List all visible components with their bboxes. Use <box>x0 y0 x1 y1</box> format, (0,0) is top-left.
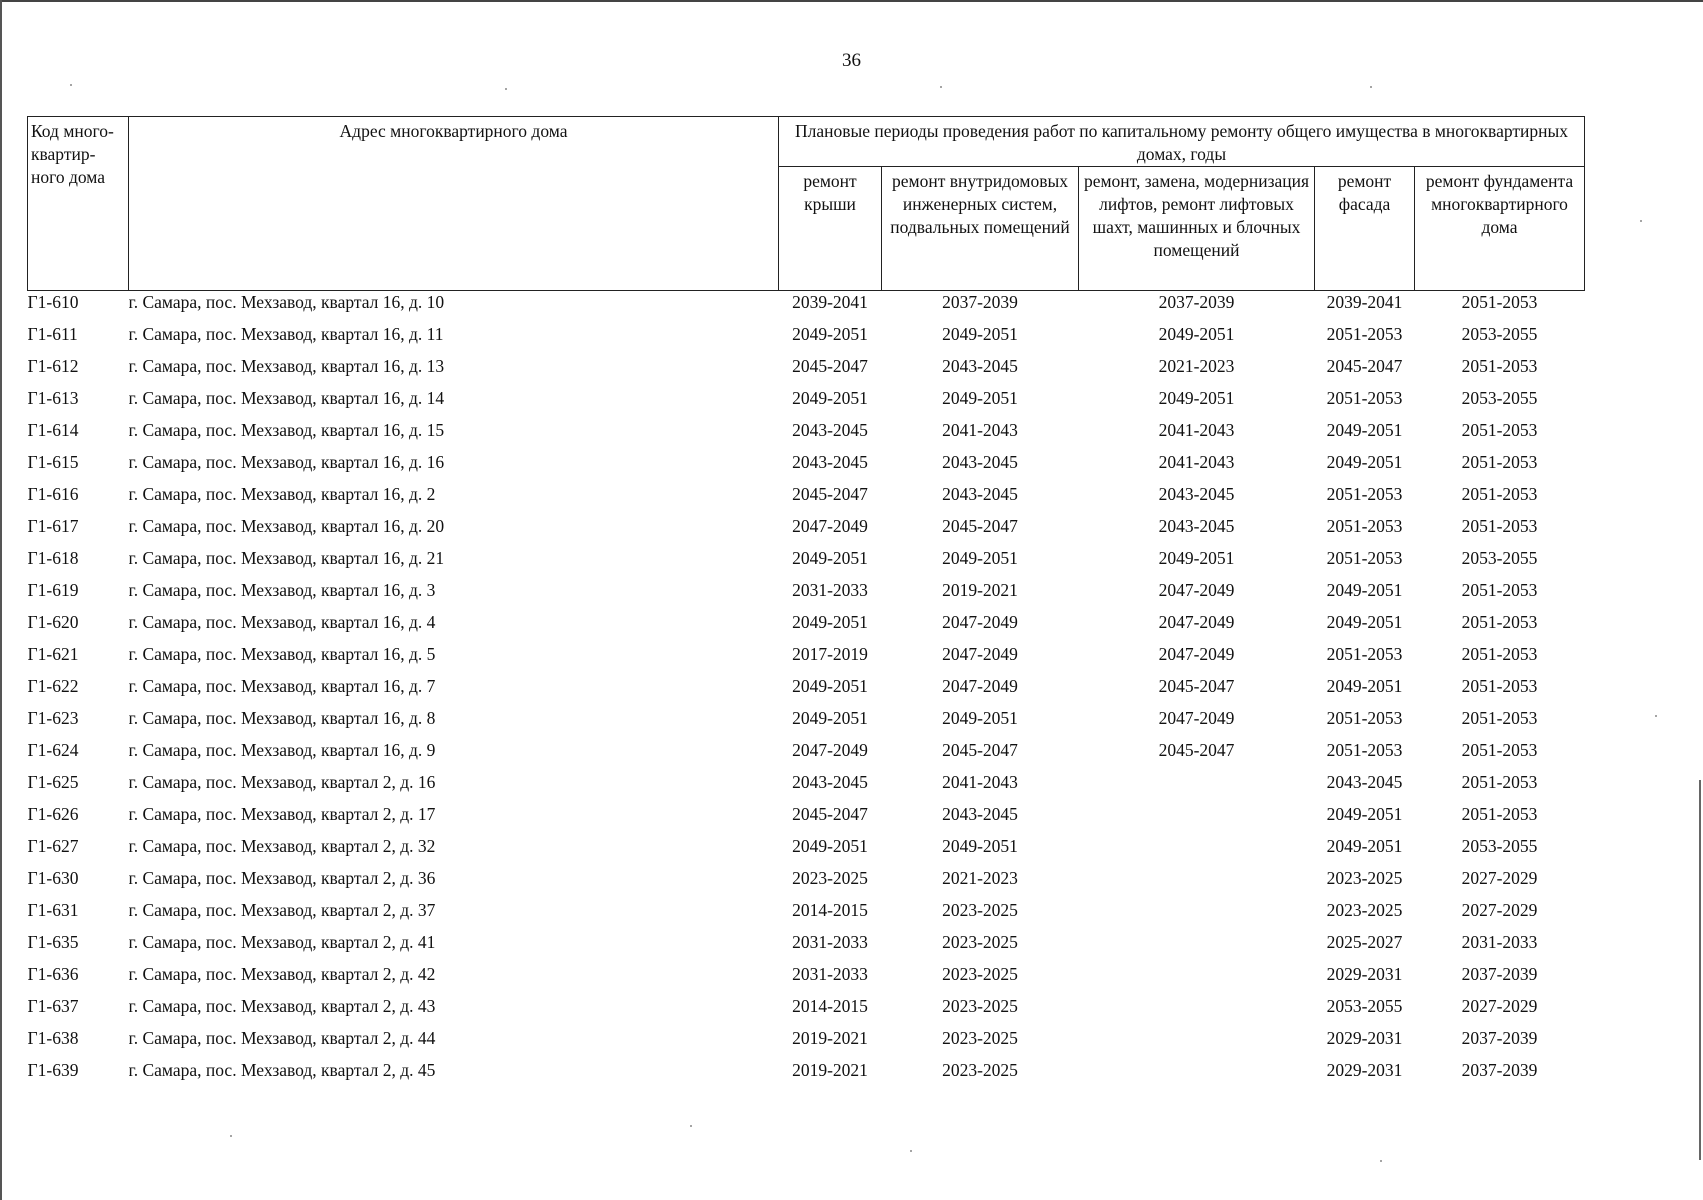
cell-roof-repair: 2047-2049 <box>792 516 868 536</box>
cell-address: г. Самара, пос. Мехзавод, квартал 16, д. 21 <box>128 548 445 568</box>
cell-lift-repair <box>1079 1027 1315 1059</box>
cell-facade-repair: 2049-2051 <box>1326 676 1403 696</box>
table-row <box>28 1027 1585 1059</box>
cell-roof-repair: 2014-2015 <box>792 900 868 920</box>
table-row <box>28 835 1585 867</box>
cell-address: г. Самара, пос. Мехзавод, квартал 16, д. 14 <box>128 388 445 408</box>
cell-facade-repair: 2023-2025 <box>1326 900 1403 920</box>
cell-lift-repair <box>1079 899 1315 931</box>
cell-roof-repair: 2049-2051 <box>792 388 868 408</box>
cell-engineering-systems-repair: 2023-2025 <box>942 1028 1018 1048</box>
table-row <box>28 547 1585 579</box>
cell-address: г. Самара, пос. Мехзавод, квартал 16, д. 8 <box>128 708 436 728</box>
cell-engineering-systems-repair: 2043-2045 <box>942 356 1018 376</box>
cell-engineering-systems-repair: 2049-2051 <box>942 548 1018 568</box>
cell-engineering-systems-repair: 2043-2045 <box>942 484 1018 504</box>
cell-foundation-repair: 2051-2053 <box>1461 292 1538 312</box>
cell-address: г. Самара, пос. Мехзавод, квартал 16, д. 9 <box>128 740 436 760</box>
cell-roof-repair: 2045-2047 <box>792 484 868 504</box>
table-row <box>28 291 1585 324</box>
cell-house-code: Г1-635 <box>27 932 79 952</box>
table-row <box>28 739 1585 771</box>
cell-foundation-repair: 2053-2055 <box>1461 548 1538 568</box>
page-number: 36 <box>842 50 861 71</box>
cell-foundation-repair: 2027-2029 <box>1461 996 1538 1016</box>
cell-facade-repair: 2049-2051 <box>1326 836 1403 856</box>
cell-roof-repair: 2045-2047 <box>792 804 868 824</box>
cell-facade-repair: 2051-2053 <box>1326 644 1403 664</box>
scan-speck <box>910 1150 912 1152</box>
cell-house-code: Г1-612 <box>27 356 79 376</box>
cell-facade-repair: 2049-2051 <box>1326 612 1403 632</box>
cell-address: г. Самара, пос. Мехзавод, квартал 16, д. 3 <box>128 580 436 600</box>
cell-engineering-systems-repair: 2037-2039 <box>942 292 1018 312</box>
cell-lift-repair: 2047-2049 <box>1158 580 1235 600</box>
cell-facade-repair: 2025-2027 <box>1326 932 1403 952</box>
cell-engineering-systems-repair: 2049-2051 <box>942 324 1018 344</box>
cell-roof-repair: 2045-2047 <box>792 356 868 376</box>
cell-lift-repair: 2041-2043 <box>1158 452 1235 472</box>
cell-facade-repair: 2051-2053 <box>1326 548 1403 568</box>
page-top-edge <box>0 0 1703 2</box>
cell-lift-repair: 2041-2043 <box>1158 420 1235 440</box>
cell-house-code: Г1-623 <box>27 708 79 728</box>
cell-foundation-repair: 2053-2055 <box>1461 324 1538 344</box>
cell-address: г. Самара, пос. Мехзавод, квартал 16, д. 4 <box>128 612 436 632</box>
cell-address: г. Самара, пос. Мехзавод, квартал 16, д. 20 <box>128 516 445 536</box>
cell-facade-repair: 2049-2051 <box>1326 420 1403 440</box>
cell-house-code: Г1-625 <box>27 772 79 792</box>
table-row <box>28 963 1585 995</box>
cell-foundation-repair: 2051-2053 <box>1461 356 1538 376</box>
cell-house-code: Г1-614 <box>27 420 79 440</box>
capital-repair-plan-table <box>27 116 1585 1091</box>
cell-facade-repair: 2049-2051 <box>1326 580 1403 600</box>
cell-house-code: Г1-626 <box>27 804 79 824</box>
cell-house-code: Г1-621 <box>27 644 79 664</box>
cell-foundation-repair: 2051-2053 <box>1461 516 1538 536</box>
cell-house-code: Г1-630 <box>27 868 79 888</box>
cell-foundation-repair: 2053-2055 <box>1461 388 1538 408</box>
cell-foundation-repair: 2027-2029 <box>1461 868 1538 888</box>
cell-engineering-systems-repair: 2045-2047 <box>942 740 1018 760</box>
cell-lift-repair: 2049-2051 <box>1158 388 1235 408</box>
cell-facade-repair: 2039-2041 <box>1326 292 1403 312</box>
page-left-edge <box>0 0 2 1200</box>
cell-address: г. Самара, пос. Мехзавод, квартал 2, д. 16 <box>128 772 436 792</box>
cell-roof-repair: 2014-2015 <box>792 996 868 1016</box>
cell-roof-repair: 2031-2033 <box>792 964 868 984</box>
cell-engineering-systems-repair: 2041-2043 <box>942 772 1018 792</box>
cell-lift-repair: 2045-2047 <box>1158 676 1235 696</box>
cell-foundation-repair: 2027-2029 <box>1461 900 1538 920</box>
cell-address: г. Самара, пос. Мехзавод, квартал 16, д. 2 <box>128 484 436 504</box>
table-body <box>28 291 1585 1092</box>
cell-roof-repair: 2031-2033 <box>792 580 868 600</box>
cell-engineering-systems-repair: 2019-2021 <box>942 580 1018 600</box>
table-header-row <box>28 117 1585 167</box>
cell-roof-repair: 2049-2051 <box>792 612 868 632</box>
cell-facade-repair: 2029-2031 <box>1326 1060 1403 1080</box>
cell-foundation-repair: 2051-2053 <box>1461 772 1538 792</box>
scan-speck <box>1370 86 1372 88</box>
header-planned-periods: Плановые периоды проведения работ по капитальному ремонту общего имущества в многоквартирных домах, годы <box>779 117 1585 167</box>
cell-lift-repair <box>1079 963 1315 995</box>
cell-facade-repair: 2051-2053 <box>1326 388 1403 408</box>
table-row <box>28 579 1585 611</box>
cell-lift-repair <box>1079 771 1315 803</box>
cell-lift-repair <box>1079 867 1315 899</box>
header-address: Адрес многоквартирного дома <box>129 117 779 291</box>
cell-address: г. Самара, пос. Мехзавод, квартал 2, д. 45 <box>128 1060 436 1080</box>
cell-house-code: Г1-624 <box>27 740 79 760</box>
table-row <box>28 803 1585 835</box>
cell-roof-repair: 2049-2051 <box>792 708 868 728</box>
cell-lift-repair <box>1079 931 1315 963</box>
cell-address: г. Самара, пос. Мехзавод, квартал 2, д. 32 <box>128 836 436 856</box>
cell-foundation-repair: 2051-2053 <box>1461 804 1538 824</box>
scan-speck <box>505 88 507 90</box>
cell-house-code: Г1-627 <box>27 836 79 856</box>
scan-speck <box>70 84 72 86</box>
cell-engineering-systems-repair: 2041-2043 <box>942 420 1018 440</box>
table-row <box>28 387 1585 419</box>
cell-roof-repair: 2049-2051 <box>792 676 868 696</box>
cell-address: г. Самара, пос. Мехзавод, квартал 2, д. 17 <box>128 804 436 824</box>
cell-house-code: Г1-610 <box>27 292 79 312</box>
table-row <box>28 611 1585 643</box>
cell-foundation-repair: 2037-2039 <box>1461 1060 1538 1080</box>
cell-address: г. Самара, пос. Мехзавод, квартал 2, д. 42 <box>128 964 436 984</box>
cell-roof-repair: 2031-2033 <box>792 932 868 952</box>
header-roof-repair: ремонт крыши <box>779 167 882 291</box>
cell-engineering-systems-repair: 2023-2025 <box>942 1060 1018 1080</box>
cell-roof-repair: 2049-2051 <box>792 324 868 344</box>
cell-engineering-systems-repair: 2049-2051 <box>942 708 1018 728</box>
table-row <box>28 995 1585 1027</box>
cell-foundation-repair: 2031-2033 <box>1461 932 1538 952</box>
header-engineering-systems-repair: ремонт внутридомовых инженерных систем, подвальных помещений <box>882 167 1079 291</box>
cell-facade-repair: 2051-2053 <box>1326 324 1403 344</box>
cell-roof-repair: 2019-2021 <box>792 1060 868 1080</box>
cell-engineering-systems-repair: 2023-2025 <box>942 996 1018 1016</box>
cell-lift-repair: 2021-2023 <box>1158 356 1235 376</box>
cell-facade-repair: 2051-2053 <box>1326 708 1403 728</box>
cell-lift-repair: 2045-2047 <box>1158 740 1235 760</box>
cell-foundation-repair: 2051-2053 <box>1461 644 1538 664</box>
cell-lift-repair <box>1079 995 1315 1027</box>
cell-address: г. Самара, пос. Мехзавод, квартал 16, д. 10 <box>128 292 445 312</box>
scan-speck <box>690 1125 692 1127</box>
table-row <box>28 515 1585 547</box>
cell-lift-repair: 2047-2049 <box>1158 612 1235 632</box>
cell-lift-repair: 2043-2045 <box>1158 484 1235 504</box>
cell-facade-repair: 2051-2053 <box>1326 484 1403 504</box>
cell-address: г. Самара, пос. Мехзавод, квартал 16, д. 11 <box>128 324 444 344</box>
cell-engineering-systems-repair: 2043-2045 <box>942 804 1018 824</box>
cell-roof-repair: 2047-2049 <box>792 740 868 760</box>
scan-speck <box>230 1135 232 1137</box>
scan-speck <box>1380 1160 1382 1162</box>
scan-speck <box>940 86 942 88</box>
cell-foundation-repair: 2051-2053 <box>1461 580 1538 600</box>
cell-roof-repair: 2017-2019 <box>792 644 868 664</box>
table-row <box>28 707 1585 739</box>
cell-house-code: Г1-638 <box>27 1028 79 1048</box>
cell-facade-repair: 2023-2025 <box>1326 868 1403 888</box>
cell-engineering-systems-repair: 2021-2023 <box>942 868 1018 888</box>
cell-lift-repair: 2049-2051 <box>1158 324 1235 344</box>
cell-facade-repair: 2049-2051 <box>1326 452 1403 472</box>
cell-roof-repair: 2043-2045 <box>792 772 868 792</box>
cell-address: г. Самара, пос. Мехзавод, квартал 2, д. 37 <box>128 900 436 920</box>
cell-house-code: Г1-617 <box>27 516 79 536</box>
cell-house-code: Г1-619 <box>27 580 79 600</box>
cell-lift-repair: 2049-2051 <box>1158 548 1235 568</box>
cell-facade-repair: 2051-2053 <box>1326 740 1403 760</box>
cell-address: г. Самара, пос. Мехзавод, квартал 2, д. 41 <box>128 932 436 952</box>
table-row <box>28 355 1585 387</box>
cell-roof-repair: 2043-2045 <box>792 420 868 440</box>
cell-foundation-repair: 2051-2053 <box>1461 420 1538 440</box>
scan-speck <box>1640 220 1642 222</box>
table-row <box>28 323 1585 355</box>
cell-house-code: Г1-613 <box>27 388 79 408</box>
cell-facade-repair: 2043-2045 <box>1326 772 1403 792</box>
cell-address: г. Самара, пос. Мехзавод, квартал 16, д. 5 <box>128 644 436 664</box>
cell-facade-repair: 2051-2053 <box>1326 516 1403 536</box>
table-row <box>28 483 1585 515</box>
cell-facade-repair: 2053-2055 <box>1326 996 1403 1016</box>
cell-lift-repair: 2037-2039 <box>1158 292 1235 312</box>
cell-foundation-repair: 2051-2053 <box>1461 708 1538 728</box>
cell-roof-repair: 2039-2041 <box>792 292 868 312</box>
header-lift-repair: ремонт, замена, модернизация лифтов, ремонт лифтовых шахт, машинных и блочных помещений <box>1079 167 1315 291</box>
cell-lift-repair <box>1079 835 1315 867</box>
cell-roof-repair: 2043-2045 <box>792 452 868 472</box>
cell-lift-repair <box>1079 803 1315 835</box>
table-row <box>28 931 1585 963</box>
cell-address: г. Самара, пос. Мехзавод, квартал 2, д. 44 <box>128 1028 436 1048</box>
cell-house-code: Г1-637 <box>27 996 79 1016</box>
cell-address: г. Самара, пос. Мехзавод, квартал 16, д. 13 <box>128 356 445 376</box>
cell-house-code: Г1-611 <box>27 324 78 344</box>
cell-engineering-systems-repair: 2047-2049 <box>942 644 1018 664</box>
cell-foundation-repair: 2037-2039 <box>1461 1028 1538 1048</box>
cell-house-code: Г1-615 <box>27 452 79 472</box>
header-foundation-repair: ремонт фундамента многоквартирного дома <box>1415 167 1585 291</box>
cell-roof-repair: 2019-2021 <box>792 1028 868 1048</box>
cell-foundation-repair: 2053-2055 <box>1461 836 1538 856</box>
table-row <box>28 643 1585 675</box>
table-row <box>28 771 1585 803</box>
table-row <box>28 899 1585 931</box>
cell-facade-repair: 2045-2047 <box>1326 356 1403 376</box>
page-right-edge <box>1699 780 1701 1160</box>
cell-engineering-systems-repair: 2043-2045 <box>942 452 1018 472</box>
cell-house-code: Г1-631 <box>27 900 79 920</box>
table-row <box>28 451 1585 483</box>
cell-address: г. Самара, пос. Мехзавод, квартал 2, д. 43 <box>128 996 436 1016</box>
table-row <box>28 867 1585 899</box>
cell-roof-repair: 2049-2051 <box>792 836 868 856</box>
cell-engineering-systems-repair: 2023-2025 <box>942 900 1018 920</box>
cell-house-code: Г1-636 <box>27 964 79 984</box>
header-facade-repair: ремонт фасада <box>1315 167 1415 291</box>
cell-foundation-repair: 2051-2053 <box>1461 612 1538 632</box>
cell-house-code: Г1-618 <box>27 548 79 568</box>
cell-engineering-systems-repair: 2047-2049 <box>942 612 1018 632</box>
cell-engineering-systems-repair: 2047-2049 <box>942 676 1018 696</box>
cell-lift-repair: 2047-2049 <box>1158 644 1235 664</box>
cell-engineering-systems-repair: 2023-2025 <box>942 932 1018 952</box>
cell-roof-repair: 2023-2025 <box>792 868 868 888</box>
cell-facade-repair: 2029-2031 <box>1326 1028 1403 1048</box>
scan-speck <box>1655 715 1657 717</box>
cell-lift-repair: 2043-2045 <box>1158 516 1235 536</box>
cell-foundation-repair: 2051-2053 <box>1461 452 1538 472</box>
cell-house-code: Г1-639 <box>27 1060 79 1080</box>
cell-house-code: Г1-620 <box>27 612 79 632</box>
cell-foundation-repair: 2051-2053 <box>1461 484 1538 504</box>
cell-roof-repair: 2049-2051 <box>792 548 868 568</box>
cell-facade-repair: 2049-2051 <box>1326 804 1403 824</box>
cell-engineering-systems-repair: 2049-2051 <box>942 388 1018 408</box>
cell-address: г. Самара, пос. Мехзавод, квартал 16, д. 15 <box>128 420 445 440</box>
cell-address: г. Самара, пос. Мехзавод, квартал 16, д. 7 <box>128 676 436 696</box>
cell-engineering-systems-repair: 2049-2051 <box>942 836 1018 856</box>
cell-facade-repair: 2029-2031 <box>1326 964 1403 984</box>
cell-lift-repair <box>1079 1059 1315 1091</box>
cell-house-code: Г1-616 <box>27 484 79 504</box>
cell-engineering-systems-repair: 2023-2025 <box>942 964 1018 984</box>
cell-engineering-systems-repair: 2045-2047 <box>942 516 1018 536</box>
cell-lift-repair: 2047-2049 <box>1158 708 1235 728</box>
cell-foundation-repair: 2051-2053 <box>1461 676 1538 696</box>
cell-foundation-repair: 2037-2039 <box>1461 964 1538 984</box>
header-house-code: Код много-квартир-ного дома <box>28 117 129 291</box>
cell-foundation-repair: 2051-2053 <box>1461 740 1538 760</box>
cell-house-code: Г1-622 <box>27 676 79 696</box>
table-row <box>28 419 1585 451</box>
table-row <box>28 675 1585 707</box>
table-row <box>28 1059 1585 1091</box>
cell-address: г. Самара, пос. Мехзавод, квартал 16, д. 16 <box>128 452 445 472</box>
cell-address: г. Самара, пос. Мехзавод, квартал 2, д. 36 <box>128 868 436 888</box>
